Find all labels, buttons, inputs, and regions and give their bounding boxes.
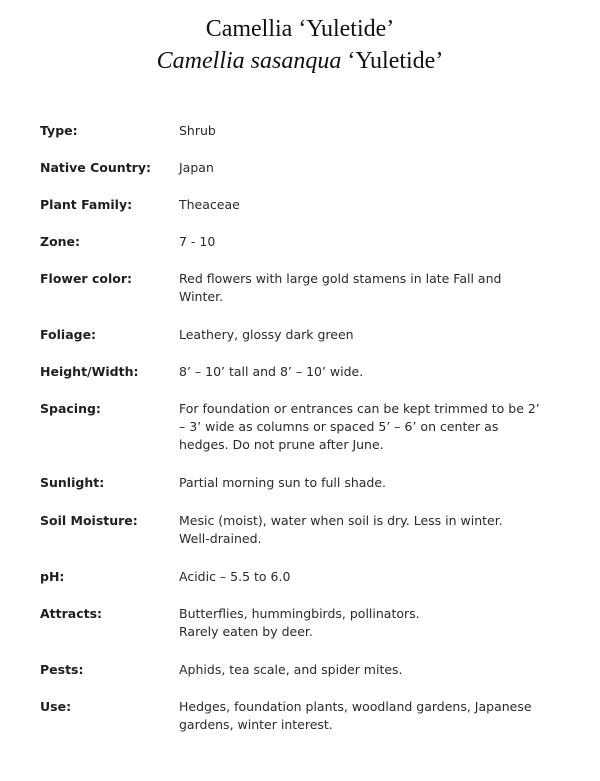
row-label: Use: [40, 699, 72, 714]
row-value: Red flowers with large gold stamens in late Fall and Winter. [179, 271, 502, 304]
row-label: Pests: [40, 662, 84, 677]
row-label: Spacing: [40, 401, 101, 416]
row-label: pH: [40, 569, 65, 584]
row-value: Butterflies, hummingbirds, pollinators. Rarely eaten by deer. [179, 606, 420, 639]
scientific-name [0, 46, 600, 76]
row-value: Hedges, foundation plants, woodland gardens, Japanese gardens, winter interest. [179, 699, 532, 732]
row-label: Height/Width: [40, 364, 139, 379]
row-label: Type: [40, 123, 78, 138]
row-label: Zone: [40, 234, 81, 249]
row-value: 7 - 10 [179, 234, 216, 249]
page-title: Camellia ‘Yuletide’ [205, 16, 395, 42]
row-value: Acidic – 5.5 to 6.0 [179, 569, 291, 584]
row-label: Sunlight: [40, 475, 105, 490]
row-value: Leathery, glossy dark green [179, 327, 354, 342]
row-value: 8’ – 10’ tall and 8’ – 10’ wide. [179, 364, 364, 379]
row-value: Aphids, tea scale, and spider mites. [179, 662, 403, 677]
row-label: Flower color: [40, 271, 132, 286]
title-block [0, 14, 600, 76]
row-label: Foliage: [40, 327, 97, 342]
row-label: Native Country: [40, 160, 151, 175]
row-value: Theaceae [179, 197, 240, 212]
row-label: Plant Family: [40, 197, 133, 212]
row-label: Attracts: [40, 606, 103, 621]
row-value: Mesic (moist), water when soil is dry. Less in winter. Well-drained. [179, 513, 503, 546]
row-value: For foundation or entrances can be kept trimmed to be 2’ – 3’ wide as columns or spaced 5’ – 6’ on center as hedges. Do not prune after June. [179, 401, 540, 452]
row-value: Japan [179, 160, 214, 175]
row-label: Soil Moisture: [40, 513, 138, 528]
row-value: Partial morning sun to full shade. [179, 475, 387, 490]
cultivar-name: ‘Yuletide’ [347, 48, 444, 74]
row-value: Shrub [179, 123, 216, 138]
species-name: Camellia sasanqua [156, 48, 342, 74]
